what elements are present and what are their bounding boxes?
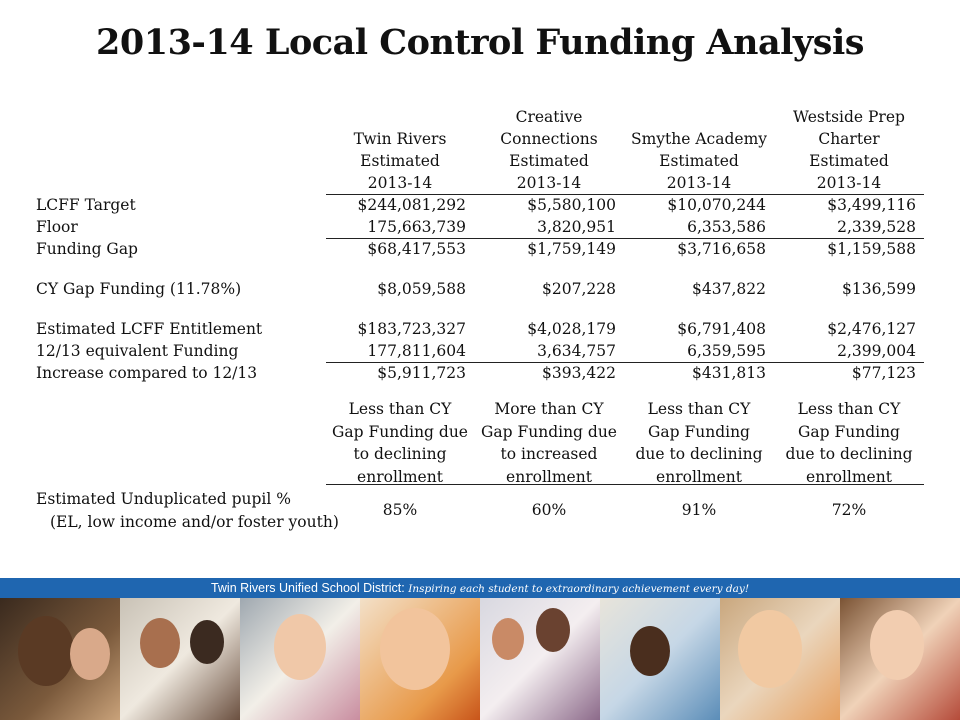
table-row [36,486,926,534]
student-photo [120,598,240,720]
table-cell: $1,759,149 [527,240,616,258]
notes-divider [326,484,924,485]
table-row [36,278,926,300]
col-header: Connections [500,130,598,148]
row-label: Estimated Unduplicated pupil % [36,490,292,508]
row-label: 12/13 equivalent Funding [36,342,239,360]
table-row [36,194,926,216]
col-header: 2013-14 [516,174,582,192]
student-face [870,610,924,680]
table-cell: 72% [831,501,867,519]
table-cell: $10,070,244 [667,196,766,214]
table-cell: $2,476,127 [827,320,916,338]
table-cell: $431,813 [692,364,766,382]
table-cell: $183,723,327 [357,320,466,338]
table-cell: 60% [531,501,567,519]
col-header: Twin Rivers [353,130,447,148]
student-face [190,620,224,664]
table-cell: $6,791,408 [677,320,766,338]
table-cell: 2,399,004 [837,342,916,360]
page-title: 2013-14 Local Control Funding Analysis [96,22,864,63]
table-cell: $437,822 [692,280,766,298]
row-label: LCFF Target [36,196,136,214]
table-cell: 2,339,528 [837,218,916,236]
table-cell: $1,159,588 [827,240,916,258]
table-cell: $3,499,116 [827,196,916,214]
student-photo [360,598,480,720]
district-tagline: Inspiring each student to extraordinary achievement every day! [408,583,750,595]
col-header: Westside Prep [793,108,905,126]
note-cell: Less than CY Gap Funding due to declining enrollment [332,400,468,486]
student-photo [480,598,600,720]
col-header: 2013-14 [367,174,433,192]
spacer [36,300,926,318]
col-header: Estimated [659,152,739,170]
table-cell: $77,123 [851,364,916,382]
row-label: Funding Gap [36,240,138,258]
col-header: Charter [818,130,880,148]
student-photo [0,598,120,720]
funding-table [36,106,926,534]
table-cell: $3,716,658 [677,240,766,258]
footer-banner [0,578,960,598]
table-row [36,238,926,260]
col-header: 2013-14 [666,174,732,192]
table-cell: $68,417,553 [367,240,466,258]
student-photo [720,598,840,720]
district-name: Twin Rivers Unified School District: [210,581,405,595]
student-face [140,618,180,668]
table-row [36,216,926,238]
col-header: Creative [515,108,583,126]
student-face [536,608,570,652]
col-header: Estimated [509,152,589,170]
table-row [36,362,926,384]
student-photo-strip [0,598,960,720]
table-cell: 6,353,586 [687,218,766,236]
table-cell: $5,911,723 [377,364,466,382]
table-cell: $136,599 [842,280,916,298]
header-row-1 [36,106,926,128]
table-cell: 3,634,757 [537,342,616,360]
header-row-2 [36,128,926,150]
spacer [36,260,926,278]
table-cell: 177,811,604 [367,342,466,360]
table-cell: 175,663,739 [367,218,466,236]
table-cell: 91% [681,501,717,519]
table-cell: 6,359,595 [687,342,766,360]
note-cell: Less than CY Gap Funding due to declining enrollment [785,400,913,486]
student-face [630,626,670,676]
table-cell: 3,820,951 [537,218,616,236]
header-row-3 [36,150,926,172]
student-face [70,628,110,680]
note-cell: More than CY Gap Funding due to increased enrollment [481,400,617,486]
student-face [274,614,326,680]
col-header: Smythe Academy [630,130,768,148]
table-cell: $207,228 [542,280,616,298]
table-cell: $5,580,100 [527,196,616,214]
notes-row [36,396,926,486]
note-cell: Less than CY Gap Funding due to declining enrollment [635,400,763,486]
col-header: 2013-14 [816,174,882,192]
spacer [36,384,926,396]
row-sublabel: (EL, low income and/or foster youth) [50,513,339,531]
student-face [738,610,802,688]
col-header: Estimated [360,152,440,170]
col-header: Estimated [809,152,889,170]
student-face [18,616,74,686]
student-photo [840,598,960,720]
student-photo [240,598,360,720]
row-label: Increase compared to 12/13 [36,364,258,382]
row-label: Estimated LCFF Entitlement [36,320,263,338]
student-face [492,618,524,660]
table-row [36,318,926,340]
table-row [36,340,926,362]
row-label: CY Gap Funding (11.78%) [36,280,242,298]
table-cell: $393,422 [542,364,616,382]
table-cell: $8,059,588 [377,280,466,298]
table-cell: $4,028,179 [527,320,616,338]
row-label: Floor [36,218,78,236]
student-face [380,608,450,690]
header-row-4 [36,172,926,194]
student-photo [600,598,720,720]
table-cell: 85% [382,501,418,519]
table-cell: $244,081,292 [357,196,466,214]
